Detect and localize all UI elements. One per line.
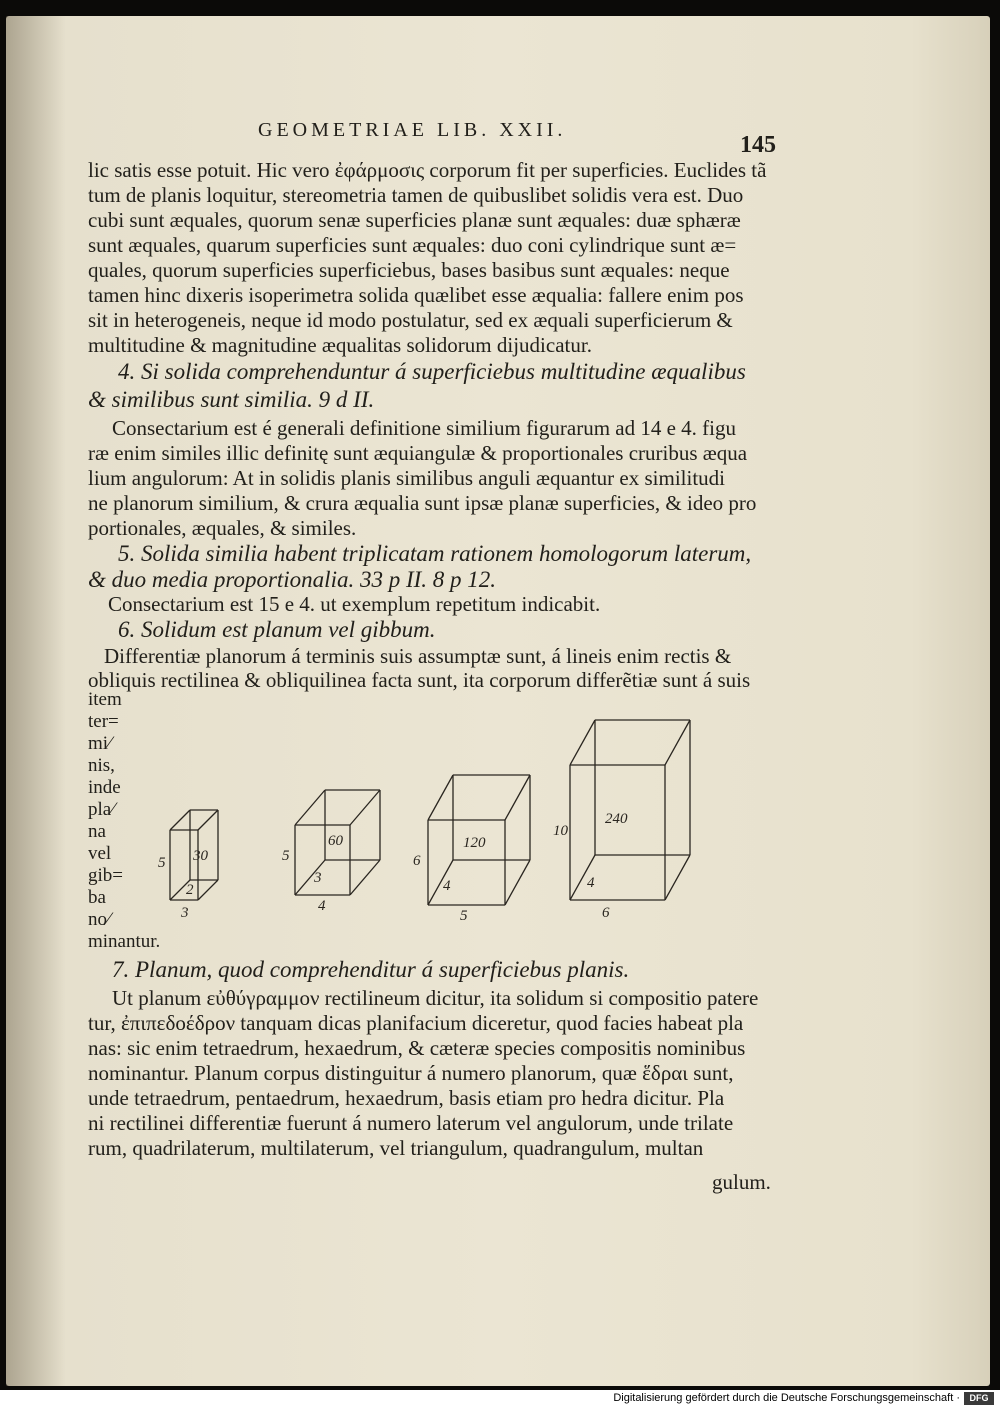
text-line: tamen hinc dixeris isoperimetra solida quælibet esse æqualia: fallere enim pos <box>88 283 744 307</box>
text-line: cubi sunt æquales, quorum senæ superficies planæ sunt æquales: duæ sphæræ <box>88 208 741 232</box>
margin-word: item <box>88 689 122 710</box>
prism-figure-2 <box>282 790 380 914</box>
text-line: Differentiæ planorum á terminis suis assumptæ sunt, á lineis enim rectis & <box>104 644 732 668</box>
fig1-depth: 2 <box>186 882 194 898</box>
fig1-volume: 30 <box>193 848 208 864</box>
fig3-volume: 120 <box>463 835 486 851</box>
text-line: sunt æquales, quarum superficies sunt æquales: duo coni cylindrique sunt æ= <box>88 233 737 257</box>
proposition-6: 6. Solidum est planum vel gibbum. <box>118 617 436 642</box>
text-line: Ut planum εὐθύγραμμον rectilineum dicitur, ita solidum si compositio patere <box>112 986 759 1010</box>
margin-word: minantur. <box>88 931 161 952</box>
margin-word: ter= <box>88 711 119 732</box>
dfg-logo-icon: DFG <box>964 1392 994 1405</box>
fig2-width: 4 <box>318 898 326 914</box>
text-line: multitudine & magnitudine æqualitas solidorum dijudicatur. <box>88 333 592 357</box>
text-line: Consectarium est 15 e 4. ut exemplum repetitum indicabit. <box>108 592 601 616</box>
text-line: ni rectilinei differentiæ fuerunt á numero laterum vel angulorum, unde trilate <box>88 1111 734 1135</box>
margin-word: na <box>88 821 106 842</box>
text-line: lium angulorum: At in solidis planis similibus anguli æquantur ex similitudi <box>88 466 726 490</box>
text-line: ne planorum similium, & crura æqualia sunt ipsæ planæ superficies, & ideo pro <box>88 491 757 515</box>
text-line: unde tetraedrum, pentaedrum, hexaedrum, basis etiam pro hedra dicitur. Pla <box>88 1086 725 1110</box>
proposition-4: & similibus sunt similia. 9 d II. <box>88 387 375 412</box>
footer-credit: Digitalisierung gefördert durch die Deutsche Forschungsgemeinschaft · <box>613 1392 960 1404</box>
margin-word: inde <box>88 777 121 798</box>
margin-word: no⁄ <box>88 909 111 930</box>
fig4-depth: 4 <box>587 875 595 891</box>
proposition-5: 5. Solida similia habent triplicatam rationem homologorum laterum, <box>118 541 752 566</box>
text-line: Consectarium est é generali definitione similium figurarum ad 14 e 4. figu <box>112 416 737 440</box>
prism-figure-3 <box>413 775 530 924</box>
fig4-height: 10 <box>553 823 568 839</box>
fig2-volume: 60 <box>328 833 343 849</box>
text-line: tur, ἐπιπεδοέδρον tanquam dicas planifacium diceretur, quod facies habeat pla <box>88 1011 744 1035</box>
fig3-width: 5 <box>460 908 468 924</box>
fig3-height: 6 <box>413 853 421 869</box>
proposition-4: 4. Si solida comprehenduntur á superficiebus multitudine æqualibus <box>118 359 746 384</box>
running-head: GEOMETRIAE LIB. XXII. <box>258 119 567 141</box>
digitization-footer <box>0 1390 1000 1408</box>
text-line: quales, quorum superficies superficiebus, bases basibus sunt æquales: neque <box>88 258 730 282</box>
fig4-width: 6 <box>602 905 610 921</box>
fig1-height: 5 <box>158 855 166 871</box>
fig1-width: 3 <box>181 905 189 921</box>
margin-word: nis, <box>88 755 115 776</box>
catchword: gulum. <box>712 1170 771 1194</box>
text-line: sit in heterogeneis, neque id modo postulatur, sed ex æquali superficierum & <box>88 308 733 332</box>
text-line: tum de planis loquitur, stereometria tamen de quibuslibet solidis vera est. Duo <box>88 183 744 207</box>
margin-word: gib= <box>88 865 123 886</box>
margin-word: vel <box>88 843 112 864</box>
text-line: lic satis esse potuit. Hic vero ἐφάρμοσις corporum fit per superficies. Euclides tã <box>88 158 767 182</box>
solid-figures-illustration <box>150 715 800 935</box>
margin-word: mi⁄ <box>88 733 112 754</box>
text-line: ræ enim similes illic definitę sunt æquiangulæ & proportionales cruribus æqua <box>88 441 748 465</box>
text-line: portionales, æquales, & similes. <box>88 516 357 540</box>
fig2-height: 5 <box>282 848 290 864</box>
page-number: 145 <box>740 132 776 158</box>
fig4-volume: 240 <box>605 811 628 827</box>
margin-word: ba <box>88 887 106 908</box>
proposition-5: & duo media proportionalia. 33 p II. 8 p 12. <box>88 567 497 592</box>
text-line: obliquis rectilinea & obliquilinea facta sunt, ita corporum differẽtiæ sunt á suis <box>88 668 751 692</box>
page-gutter-shadow <box>6 16 66 1386</box>
text-line: rum, quadrilaterum, multilaterum, vel triangulum, quadrangulum, multan <box>88 1136 704 1160</box>
proposition-7: 7. Planum, quod comprehenditur á superficiebus planis. <box>112 957 630 982</box>
margin-word: pla⁄ <box>88 799 115 820</box>
text-line: nominantur. Planum corpus distinguitur á numero planorum, quæ ἕδραι sunt, <box>88 1061 734 1085</box>
fig3-depth: 4 <box>443 878 451 894</box>
prism-figure-4 <box>553 720 690 921</box>
text-line: nas: sic enim tetraedrum, hexaedrum, & cæteræ species compositis nominibus <box>88 1036 746 1060</box>
fig2-depth: 3 <box>314 870 322 886</box>
prism-figure-1 <box>158 810 218 921</box>
